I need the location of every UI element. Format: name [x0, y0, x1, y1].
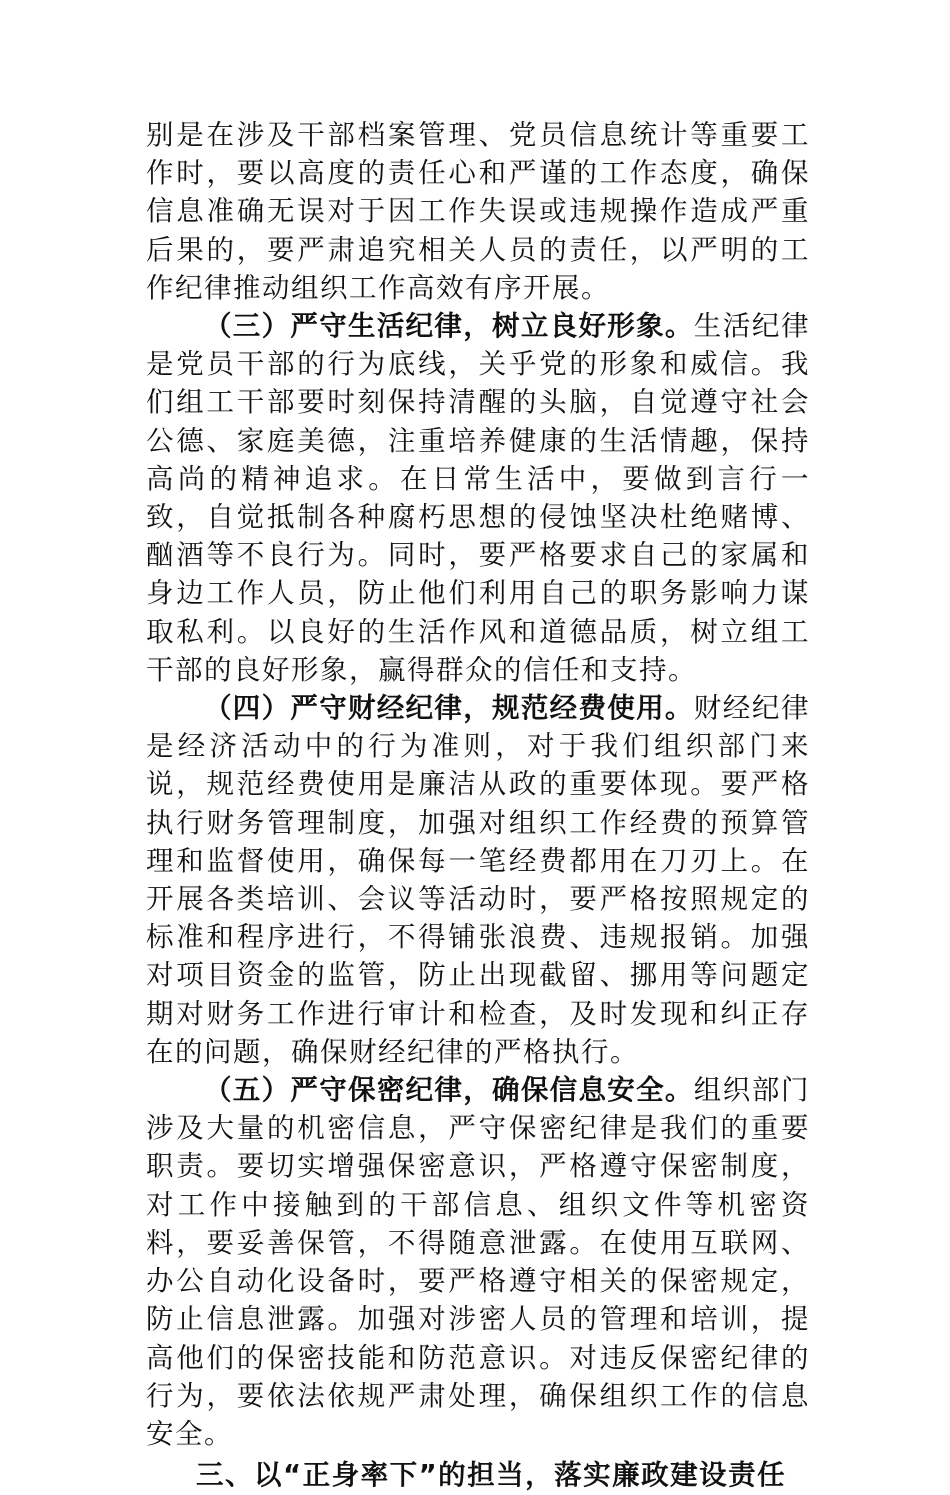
section-body-5: 组织部门涉及大量的机密信息，严守保密纪律是我们的重要职责。要切实增强保密意识，严格遵守保密制度，对工作中接触到的干部信息、组织文件等机密资料，要妥善保管，不得随意泄露。在使用互联网、办公自动化设备时，要严格遵守相关的保密规定，防止信息泄露。加强对涉密人员的管理和培训，提高他们的保密技能和防范意识。对违反保密纪律的行为，要依法依规严肃处理，确保组织工作的信息安全。 [146, 1074, 811, 1450]
section-lead-4: （四）严守财经纪律，规范经费使用。 [204, 692, 694, 725]
section-paragraph-4 [146, 689, 810, 1071]
section-lead-3: （三）严守生活纪律，树立良好形象。 [204, 310, 694, 343]
section-paragraph-3 [146, 307, 810, 689]
section-paragraph-5 [146, 1071, 810, 1453]
section-heading: 三、以“正身率下”的担当，落实廉政建设责任 [196, 1459, 787, 1492]
section-body-3: 生活纪律是党员干部的行为底线，关乎党的形象和威信。我们组工干部要时刻保持清醒的头脑，自觉遵守社会公德、家庭美德，注重培养健康的生活情趣，保持高尚的精神追求。在日常生活中，要做到言行一致，自觉抵制各种腐朽思想的侵蚀坚决杜绝赌博、酗酒等不良行为。同时，要严格要求自己的家属和身边工作人员，防止他们利用自己的职务影响力谋取私利。以良好的生活作风和道德品质，树立组工干部的良好形象，赢得群众的信任和支持。 [146, 310, 811, 686]
document-page [146, 116, 810, 1495]
section-lead-5: （五）严守保密纪律，确保信息安全。 [204, 1074, 694, 1107]
continuation-paragraph: 别是在涉及干部档案管理、党员信息统计等重要工作时，要以高度的责任心和严谨的工作态度，确保信息准确无误对于因工作失误或违规操作造成严重后果的，要严肃追究相关人员的责任，以严明的工作纪律推动组织工作高效有序开展。 [146, 119, 810, 304]
section-body-4: 财经纪律是经济活动中的行为准则，对于我们组织部门来说，规范经费使用是廉洁从政的重要体现。要严格执行财务管理制度，加强对组织工作经费的预算管理和监督使用，确保每一笔经费都用在刀刃上。在开展各类培训、会议等活动时，要严格按照规定的标准和程序进行，不得铺张浪费、违规报销。加强对项目资金的监管，防止出现截留、挪用等问题定期对财务工作进行审计和检查，及时发现和纠正存在的问题，确保财经纪律的严格执行。 [146, 692, 811, 1068]
